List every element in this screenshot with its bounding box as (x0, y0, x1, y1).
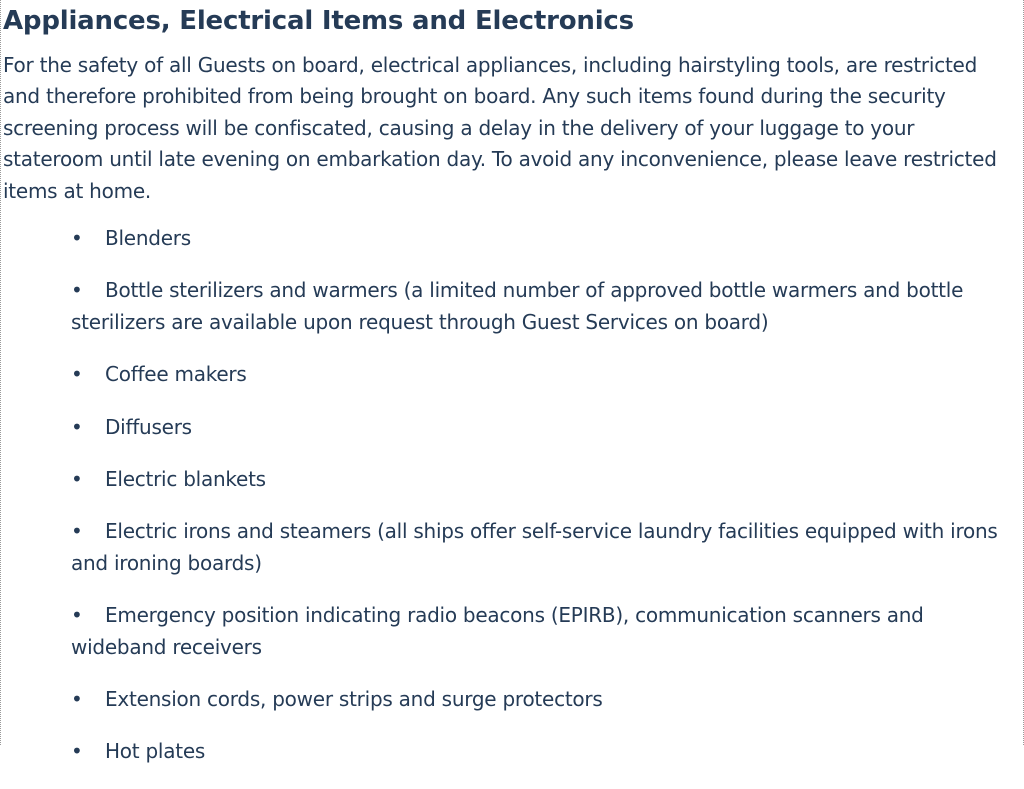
list-item (71, 412, 1021, 443)
bullet-icon: • (71, 519, 83, 544)
list-item (71, 464, 1021, 495)
list-item-text: Bottle sterilizers and warmers (a limited number of approved bottle warmers and bottle sterilizers are available upon request through Guest Services on board) (71, 278, 964, 334)
list-item-text: Electric blankets (105, 467, 266, 492)
list-item-text: Diffusers (105, 414, 192, 439)
list-item (71, 223, 1021, 254)
list-item-text: Extension cords, power strips and surge protectors (105, 687, 603, 712)
list-item-text: Coffee makers (105, 362, 247, 387)
bullet-icon: • (71, 414, 83, 439)
list-item (71, 275, 1021, 338)
bullet-icon: • (71, 467, 83, 492)
list-item-text: Electric irons and steamers (all ships offer self-service laundry facilities equipped with irons and ironing boards) (71, 519, 998, 575)
list-item (71, 684, 1021, 715)
intro-paragraph: For the safety of all Guests on board, electrical appliances, including hairstyling tools, are restricted and therefore prohibited from being brought on board. Any such items found during the security screening process will be confiscated, causing a delay in the delivery of your luggage to your stateroom until late evening on embarkation day. To avoid any inconvenience, please leave restricted items at home. (3, 53, 997, 203)
list-item-text: Hot plates (105, 739, 206, 764)
bullet-icon: • (71, 362, 83, 387)
list-item-text: Emergency position indicating radio beacons (EPIRB), communication scanners and wideband receivers (71, 603, 924, 659)
bullet-icon: • (71, 687, 83, 712)
list-item (71, 516, 1021, 579)
list-item (71, 359, 1021, 390)
restricted-items-list (71, 223, 1021, 789)
section-heading: Appliances, Electrical Items and Electronics (3, 6, 634, 36)
list-item (71, 600, 1021, 663)
bullet-icon: • (71, 603, 83, 628)
bullet-icon: • (71, 278, 83, 303)
bullet-icon: • (71, 226, 83, 250)
bullet-icon: • (71, 739, 83, 764)
list-item (71, 736, 1021, 767)
list-item-text: Blenders (105, 226, 191, 250)
